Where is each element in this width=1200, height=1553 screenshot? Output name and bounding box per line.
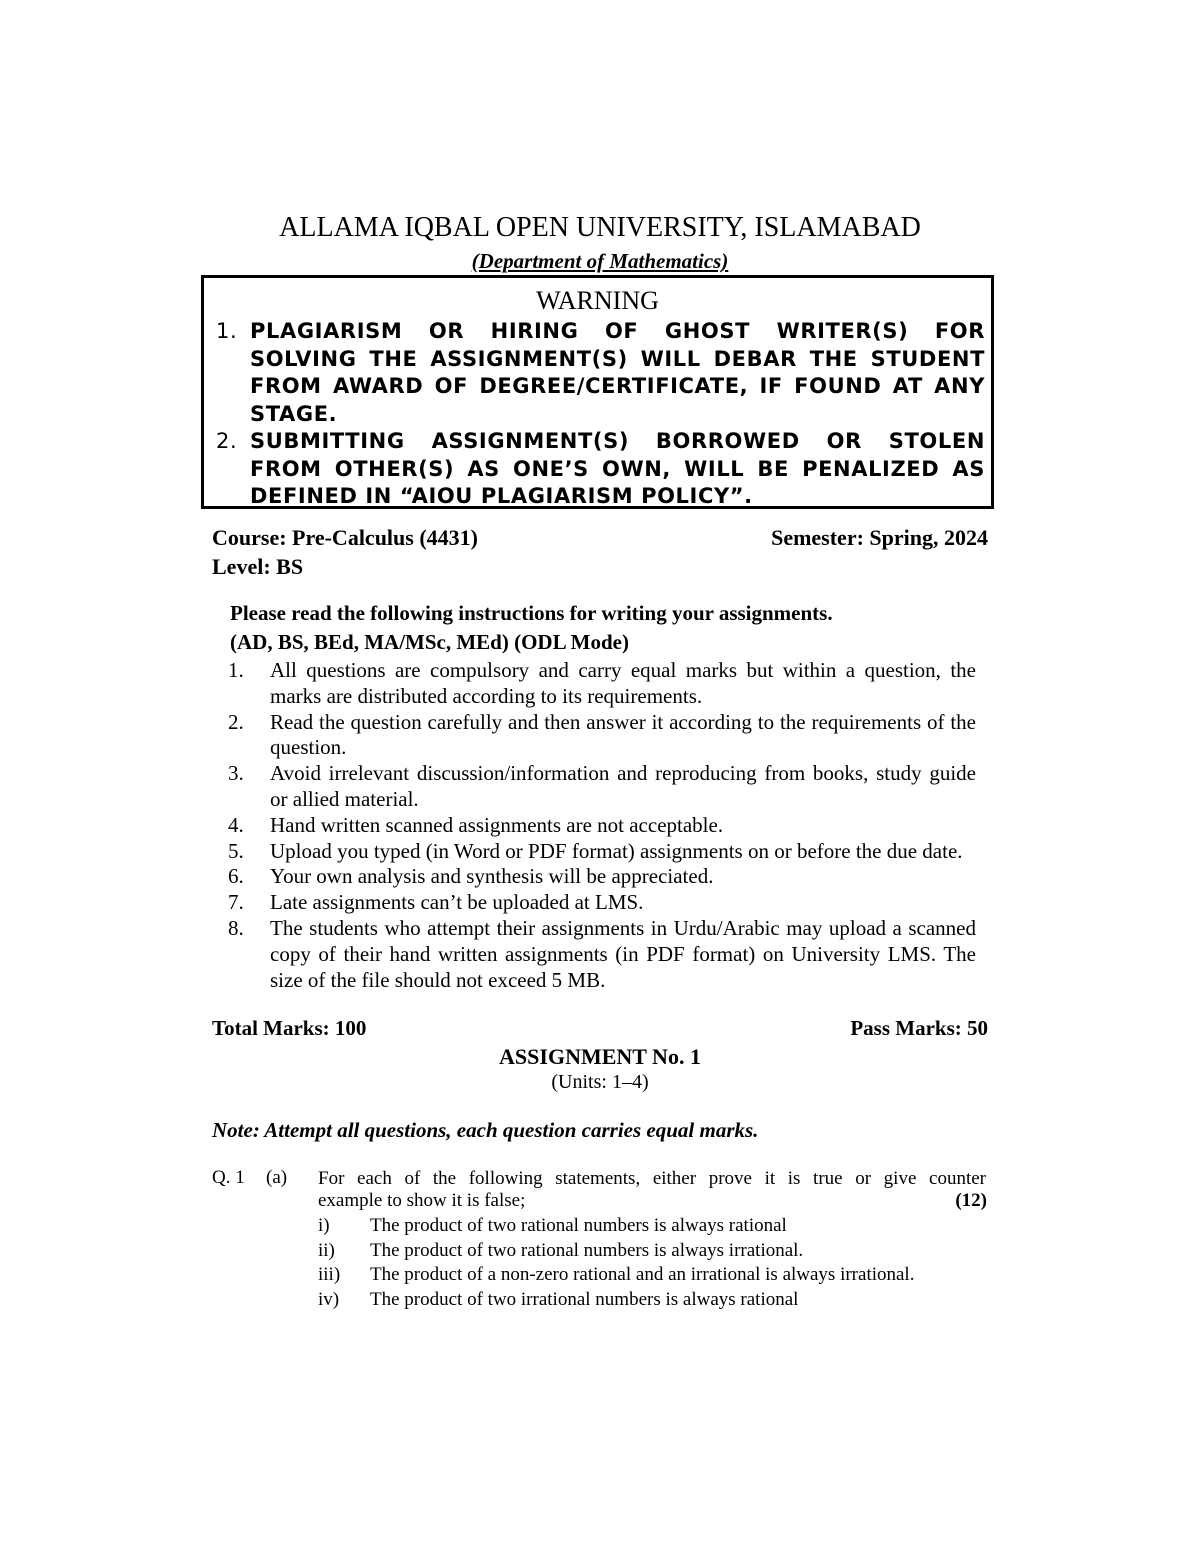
instruction-text: Upload you typed (in Word or PDF format) assignments on or before the due date. — [270, 838, 963, 863]
department-subtitle: (Department of Mathematics) — [471, 249, 729, 273]
subitem-number: iii) — [318, 1264, 341, 1286]
warning-item — [216, 318, 985, 428]
question-part: (a) — [266, 1167, 288, 1188]
subitem-number: iv) — [318, 1288, 340, 1310]
subitem-number: ii) — [318, 1239, 335, 1261]
subitem — [318, 1239, 914, 1264]
warning-item-number: 1. — [216, 319, 238, 343]
pass-marks: Pass Marks: 50 — [850, 1016, 988, 1040]
university-title: ALLAMA IQBAL OPEN UNIVERSITY, ISLAMABAD — [279, 212, 921, 243]
instruction-item — [228, 916, 976, 993]
question-subitems — [318, 1214, 914, 1312]
instruction-item — [228, 839, 976, 865]
subitem-text: The product of a non-zero rational and an irrational is always irrational. — [370, 1264, 915, 1286]
instruction-item — [228, 890, 976, 916]
question-text-continued: example to show it is false; — [318, 1190, 526, 1211]
question-label: Q. 1 — [212, 1167, 245, 1188]
subitem-number: i) — [318, 1215, 330, 1236]
instruction-number: 4. — [228, 812, 244, 837]
instructions-heading: Please read the following instructions for writing your assignments. — [230, 601, 833, 625]
question-marks: (12) — [955, 1190, 987, 1211]
instruction-text: Avoid irrelevant discussion/information and reproducing from books, study guide or allied material. — [270, 761, 976, 811]
instruction-item — [228, 813, 976, 839]
subitem — [318, 1288, 914, 1313]
instruction-text: The students who attempt their assignments in Urdu/Arabic may upload a scanned copy of their hand written assignments (in PDF format) on University LMS. The size of the file should not exceed 5 MB. — [270, 915, 976, 992]
subitem-text: The product of two irrational numbers is always rational — [370, 1288, 799, 1310]
subitem-text: The product of two rational numbers is always irrational. — [370, 1239, 804, 1261]
instructions-list — [228, 658, 976, 993]
course-name: Course: Pre-Calculus (4431) — [212, 525, 478, 550]
level: Level: BS — [212, 554, 304, 579]
instruction-number: 2. — [228, 709, 244, 734]
assignment-title: ASSIGNMENT No. 1 — [499, 1044, 701, 1069]
instruction-item — [228, 710, 976, 762]
warning-list — [216, 318, 985, 511]
warning-title: WARNING — [536, 286, 659, 315]
instruction-number: 5. — [228, 838, 244, 863]
warning-item-text: PLAGIARISM OR HIRING OF GHOST WRITER(S) FOR SOLVING THE ASSIGNMENT(S) WILL DEBAR THE STUDENT FROM AWARD OF DEGREE/CERTIFICATE, IF FOUND AT ANY STAGE. — [250, 319, 985, 426]
instructions-subheading: (AD, BS, BEd, MA/MSc, MEd) (ODL Mode) — [230, 630, 629, 654]
instruction-item — [228, 761, 976, 813]
instruction-number: 7. — [228, 890, 244, 915]
instruction-number: 1. — [228, 658, 244, 682]
subitem — [318, 1214, 914, 1239]
total-marks: Total Marks: 100 — [212, 1016, 367, 1040]
instruction-number: 8. — [228, 915, 244, 940]
warning-item-number: 2. — [216, 429, 238, 453]
instruction-number: 6. — [228, 864, 244, 889]
semester: Semester: Spring, 2024 — [771, 525, 988, 550]
warning-item — [216, 428, 985, 511]
subitem — [318, 1263, 914, 1288]
question-text: For each of the following statements, either prove it is true or give counter — [318, 1168, 986, 1189]
subitem-text: The product of two rational numbers is always rational — [370, 1215, 787, 1236]
instruction-text: All questions are compulsory and carry equal marks but within a question, the marks are distributed according to its requirements. — [270, 658, 976, 708]
instruction-item — [228, 864, 976, 890]
instruction-item — [228, 658, 976, 710]
instruction-number: 3. — [228, 761, 244, 786]
warning-item-text: SUBMITTING ASSIGNMENT(S) BORROWED OR STOLEN FROM OTHER(S) AS ONE’S OWN, WILL BE PENALIZED AS DEFINED IN “AIOU PLAGIARISM POLICY”. — [250, 429, 985, 508]
instruction-text: Read the question carefully and then answer it according to the requirements of the question. — [270, 709, 976, 760]
assignment-units: (Units: 1–4) — [551, 1071, 649, 1093]
warning-box — [201, 275, 994, 509]
assignment-note: Note: Attempt all questions, each question carries equal marks. — [212, 1118, 759, 1142]
instruction-text: Your own analysis and synthesis will be appreciated. — [270, 864, 714, 889]
instruction-text: Hand written scanned assignments are not acceptable. — [270, 812, 724, 837]
instruction-text: Late assignments can’t be uploaded at LMS. — [270, 890, 644, 915]
